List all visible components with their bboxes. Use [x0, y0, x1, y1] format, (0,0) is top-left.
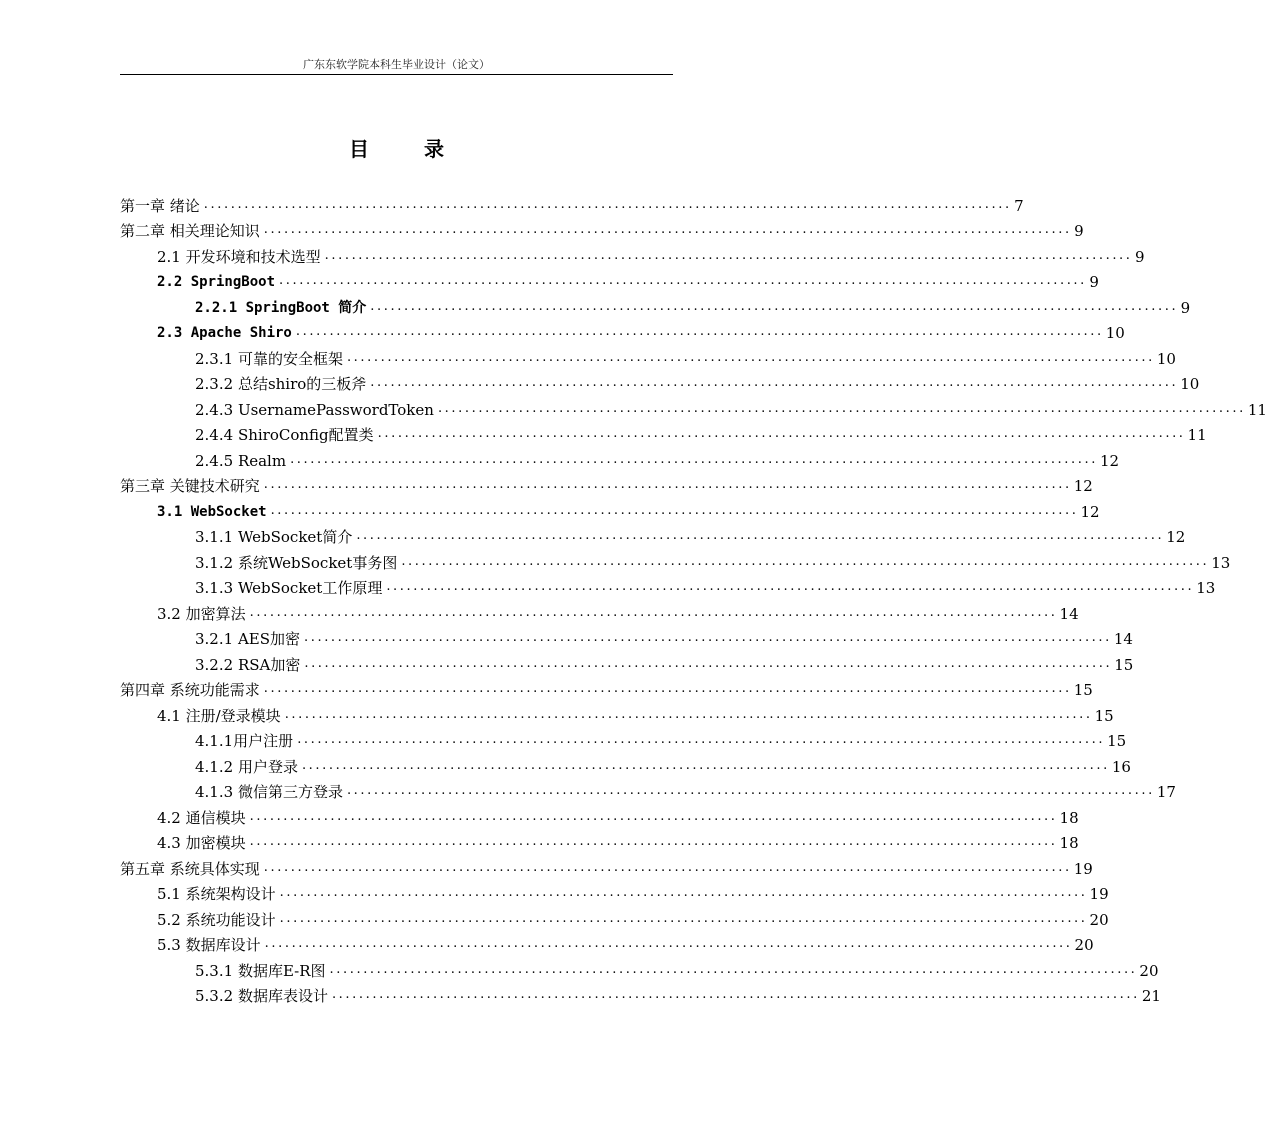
- toc-dot-leader: ........................................................................................................................: [249, 808, 1058, 824]
- toc-dot-leader: ........................................................................................................................: [263, 477, 1072, 492]
- toc-dot-leader: ........................................................................................................................: [279, 273, 1087, 288]
- toc-entry-title: 注册/登录模块: [185, 706, 281, 725]
- toc-entry-page: 13: [1196, 579, 1216, 597]
- toc-entry-page: 12: [1166, 528, 1186, 546]
- toc-entry-page: 20: [1089, 910, 1109, 929]
- toc-entry-number: 第二章: [120, 222, 170, 240]
- toc-entry-title: 系统功能需求: [169, 681, 260, 699]
- toc-entry-number: 5.1: [157, 885, 186, 903]
- toc-dot-leader: ........................................................................................................................: [270, 502, 1079, 518]
- toc-entry-title: 数据库E-R图: [237, 961, 326, 980]
- toc-entry-number: 2.3.2: [195, 375, 238, 393]
- toc-entry[interactable]: [120, 573, 1216, 599]
- toc-entry-page: 11: [1247, 400, 1267, 419]
- toc-entry[interactable]: [120, 471, 1093, 497]
- toc-entry-number: 2.4.3: [195, 400, 238, 419]
- toc-entry-page: 19: [1089, 885, 1109, 903]
- toc-entry-number: 4.1: [157, 706, 186, 725]
- toc-entry[interactable]: [120, 981, 1161, 1007]
- toc-entry-number: 4.1.3: [195, 783, 238, 801]
- toc-dot-leader: ........................................................................................................................: [304, 630, 1112, 645]
- toc-entry-title: 可靠的安全框架: [237, 349, 343, 368]
- toc-entry-title: 开发环境和技术选型: [185, 247, 321, 266]
- toc-entry-number: 2.3: [157, 325, 191, 341]
- toc-entry[interactable]: [120, 267, 1099, 293]
- toc-entry-page: 20: [1139, 961, 1159, 980]
- toc-entry[interactable]: [120, 700, 1114, 726]
- toc-entry-number: 5.3: [157, 936, 186, 954]
- table-of-contents: [120, 190, 1267, 1006]
- toc-entry-title: 用户注册: [233, 732, 294, 750]
- toc-entry-number: 4.2: [157, 808, 186, 827]
- toc-dot-leader: ........................................................................................................................: [329, 961, 1138, 977]
- toc-entry-page: 14: [1113, 630, 1133, 648]
- toc-entry-title: 用户登录: [237, 757, 298, 776]
- toc-dot-leader: ........................................................................................................................: [301, 757, 1110, 773]
- toc-entry-number: 3.1.3: [195, 579, 238, 597]
- toc-entry-title: 数据库设计: [185, 936, 261, 954]
- toc-entry[interactable]: [120, 777, 1176, 803]
- toc-entry-number: 3.1.2: [195, 553, 238, 572]
- toc-entry[interactable]: [120, 649, 1134, 675]
- toc-dot-leader: ........................................................................................................................: [279, 885, 1088, 900]
- toc-dot-leader: ........................................................................................................................: [370, 298, 1179, 314]
- toc-entry-number: 4.1.2: [195, 757, 238, 776]
- toc-entry[interactable]: [120, 853, 1093, 879]
- toc-dot-leader: ........................................................................................................................: [324, 247, 1133, 263]
- toc-entry[interactable]: [120, 802, 1079, 828]
- toc-entry-page: 10: [1105, 324, 1125, 342]
- toc-dot-leader: ........................................................................................................................: [249, 604, 1058, 620]
- toc-entry-title: 系统功能设计: [185, 910, 276, 929]
- toc-entry[interactable]: [120, 828, 1079, 854]
- toc-entry-title: 系统具体实现: [169, 859, 260, 878]
- toc-dot-leader: ........................................................................................................................: [401, 553, 1210, 569]
- toc-entry-page: 10: [1156, 349, 1176, 368]
- toc-dot-leader: ........................................................................................................................: [264, 936, 1073, 951]
- toc-entry-number: 3.2.2: [195, 655, 238, 674]
- toc-entry-number: 2.2: [157, 274, 191, 290]
- toc-entry[interactable]: [120, 318, 1125, 344]
- toc-dot-leader: ........................................................................................................................: [295, 324, 1104, 339]
- toc-entry-number: 3.1: [157, 503, 191, 520]
- toc-entry-page: 7: [1014, 196, 1024, 215]
- toc-entry-page: 14: [1059, 604, 1079, 623]
- toc-dot-leader: ........................................................................................................................: [386, 579, 1195, 594]
- toc-entry-title: SpringBoot 简介: [245, 299, 367, 316]
- toc-entry-title: 系统WebSocket事务图: [237, 553, 398, 572]
- toc-entry[interactable]: [120, 190, 1024, 216]
- toc-dot-leader: ........................................................................................................................: [356, 528, 1165, 543]
- toc-entry-title: WebSocket简介: [237, 528, 353, 546]
- toc-dot-leader: ........................................................................................................................: [284, 706, 1093, 722]
- toc-entry[interactable]: [120, 930, 1094, 956]
- toc-entry-page: 18: [1059, 808, 1079, 827]
- toc-entry-number: 3.2: [157, 604, 186, 623]
- toc-entry-page: 11: [1187, 426, 1207, 444]
- toc-dot-leader: ........................................................................................................................: [304, 655, 1113, 671]
- toc-entry-number: 第五章: [120, 859, 170, 878]
- toc-entry-title: 加密算法: [185, 604, 246, 623]
- toc-entry[interactable]: [120, 879, 1109, 905]
- toc-entry-page: 17: [1156, 783, 1176, 801]
- toc-entry-number: 第三章: [120, 477, 170, 495]
- toc-entry-page: 15: [1094, 706, 1114, 725]
- toc-entry-page: 20: [1074, 936, 1094, 954]
- toc-dot-leader: ........................................................................................................................: [346, 783, 1155, 798]
- toc-entry-number: 第一章: [120, 196, 170, 215]
- toc-entry-number: 2.4.5: [195, 451, 238, 470]
- toc-entry[interactable]: [120, 369, 1200, 395]
- toc-entry-title: 微信第三方登录: [237, 783, 343, 801]
- toc-entry-title: 通信模块: [185, 808, 246, 827]
- toc-entry-title: 绪论: [169, 196, 200, 215]
- toc-entry-page: 21: [1141, 987, 1161, 1005]
- toc-dot-leader: ........................................................................................................................: [437, 400, 1246, 416]
- toc-entry-number: 2.1: [157, 247, 186, 266]
- toc-entry[interactable]: [120, 598, 1079, 624]
- toc-dot-leader: ........................................................................................................................: [297, 732, 1106, 747]
- toc-entry-title: 数据库表设计: [237, 987, 328, 1005]
- toc-dot-leader: ........................................................................................................................: [263, 222, 1072, 237]
- toc-dot-leader: ........................................................................................................................: [290, 451, 1098, 467]
- toc-entry-page: 12: [1080, 502, 1100, 521]
- toc-entry-page: 9: [1074, 222, 1084, 240]
- toc-entry-page: 9: [1089, 273, 1099, 291]
- toc-dot-leader: ........................................................................................................................: [203, 196, 1012, 212]
- toc-dot-leader: ........................................................................................................................: [279, 910, 1088, 926]
- toc-entry-title: 关键技术研究: [169, 477, 260, 495]
- toc-entry-page: 12: [1073, 477, 1093, 495]
- toc-dot-leader: ........................................................................................................................: [370, 375, 1179, 390]
- toc-entry-title: 系统架构设计: [185, 885, 276, 903]
- toc-entry[interactable]: [120, 394, 1267, 420]
- toc-entry-number: 4.3: [157, 834, 186, 852]
- toc-entry-title: AES加密: [237, 630, 300, 648]
- toc-entry-page: 15: [1107, 732, 1127, 750]
- toc-entry[interactable]: [120, 726, 1127, 752]
- toc-entry[interactable]: [120, 547, 1231, 573]
- toc-entry-page: 15: [1114, 655, 1134, 674]
- toc-entry[interactable]: [120, 522, 1186, 548]
- toc-entry-number: 5.3.1: [195, 961, 238, 980]
- toc-entry-page: 9: [1180, 298, 1191, 317]
- toc-dot-leader: ........................................................................................................................: [263, 859, 1072, 875]
- toc-entry-number: 2.2.1: [195, 299, 246, 316]
- toc-entry[interactable]: [120, 216, 1084, 242]
- toc-dot-leader: ........................................................................................................................: [346, 349, 1155, 365]
- toc-entry-number: 4.1.1: [195, 732, 234, 750]
- toc-entry-number: 2.4.4: [195, 426, 238, 444]
- toc-entry-page: 12: [1099, 451, 1120, 470]
- toc-entry-title: 总结shiro的三板斧: [237, 375, 367, 393]
- toc-dot-leader: ........................................................................................................................: [249, 834, 1058, 849]
- toc-entry[interactable]: [120, 624, 1133, 650]
- toc-entry-title: 相关理论知识: [169, 222, 260, 240]
- toc-entry[interactable]: [120, 241, 1145, 267]
- toc-entry[interactable]: [120, 292, 1191, 318]
- toc-entry[interactable]: [120, 751, 1131, 777]
- toc-entry-title: ShiroConfig配置类: [237, 426, 374, 444]
- toc-entry[interactable]: [120, 675, 1093, 701]
- toc-entry-title: SpringBoot: [190, 274, 276, 290]
- toc-entry-page: 16: [1111, 757, 1131, 776]
- header-rule: [120, 74, 673, 75]
- toc-entry-title: RSA加密: [237, 655, 301, 674]
- toc-entry-title: 加密模块: [185, 834, 246, 852]
- toc-entry-number: 3.2.1: [195, 630, 238, 648]
- toc-entry[interactable]: [120, 904, 1109, 930]
- toc-entry-number: 第四章: [120, 681, 170, 699]
- toc-entry-number: 2.3.1: [195, 349, 238, 368]
- toc-entry-page: 19: [1073, 859, 1093, 878]
- toc-dot-leader: ........................................................................................................................: [377, 426, 1186, 441]
- toc-entry[interactable]: [120, 955, 1159, 981]
- toc-dot-leader: ........................................................................................................................: [263, 681, 1072, 696]
- page-header: 广东东软学院本科生毕业设计（论文）: [303, 58, 490, 71]
- toc-entry-title: Realm: [237, 451, 287, 470]
- toc-entry-page: 10: [1180, 375, 1200, 393]
- toc-entry-page: 13: [1211, 553, 1231, 572]
- toc-entry[interactable]: [120, 496, 1100, 522]
- toc-entry-page: 9: [1134, 247, 1145, 266]
- toc-entry-page: 15: [1073, 681, 1093, 699]
- toc-dot-leader: ........................................................................................................................: [331, 987, 1140, 1002]
- toc-entry-number: 5.3.2: [195, 987, 238, 1005]
- toc-entry[interactable]: [120, 420, 1207, 446]
- toc-title: 目 录: [349, 137, 468, 161]
- toc-entry-number: 5.2: [157, 910, 186, 929]
- toc-entry-page: 18: [1059, 834, 1079, 852]
- toc-entry-number: 3.1.1: [195, 528, 238, 546]
- toc-entry-title: WebSocket: [190, 503, 267, 520]
- toc-entry[interactable]: [120, 445, 1120, 471]
- toc-entry-title: WebSocket工作原理: [237, 579, 383, 597]
- toc-entry-title: Apache Shiro: [190, 325, 292, 341]
- toc-entry[interactable]: [120, 343, 1176, 369]
- toc-entry-title: UsernamePasswordToken: [237, 400, 434, 419]
